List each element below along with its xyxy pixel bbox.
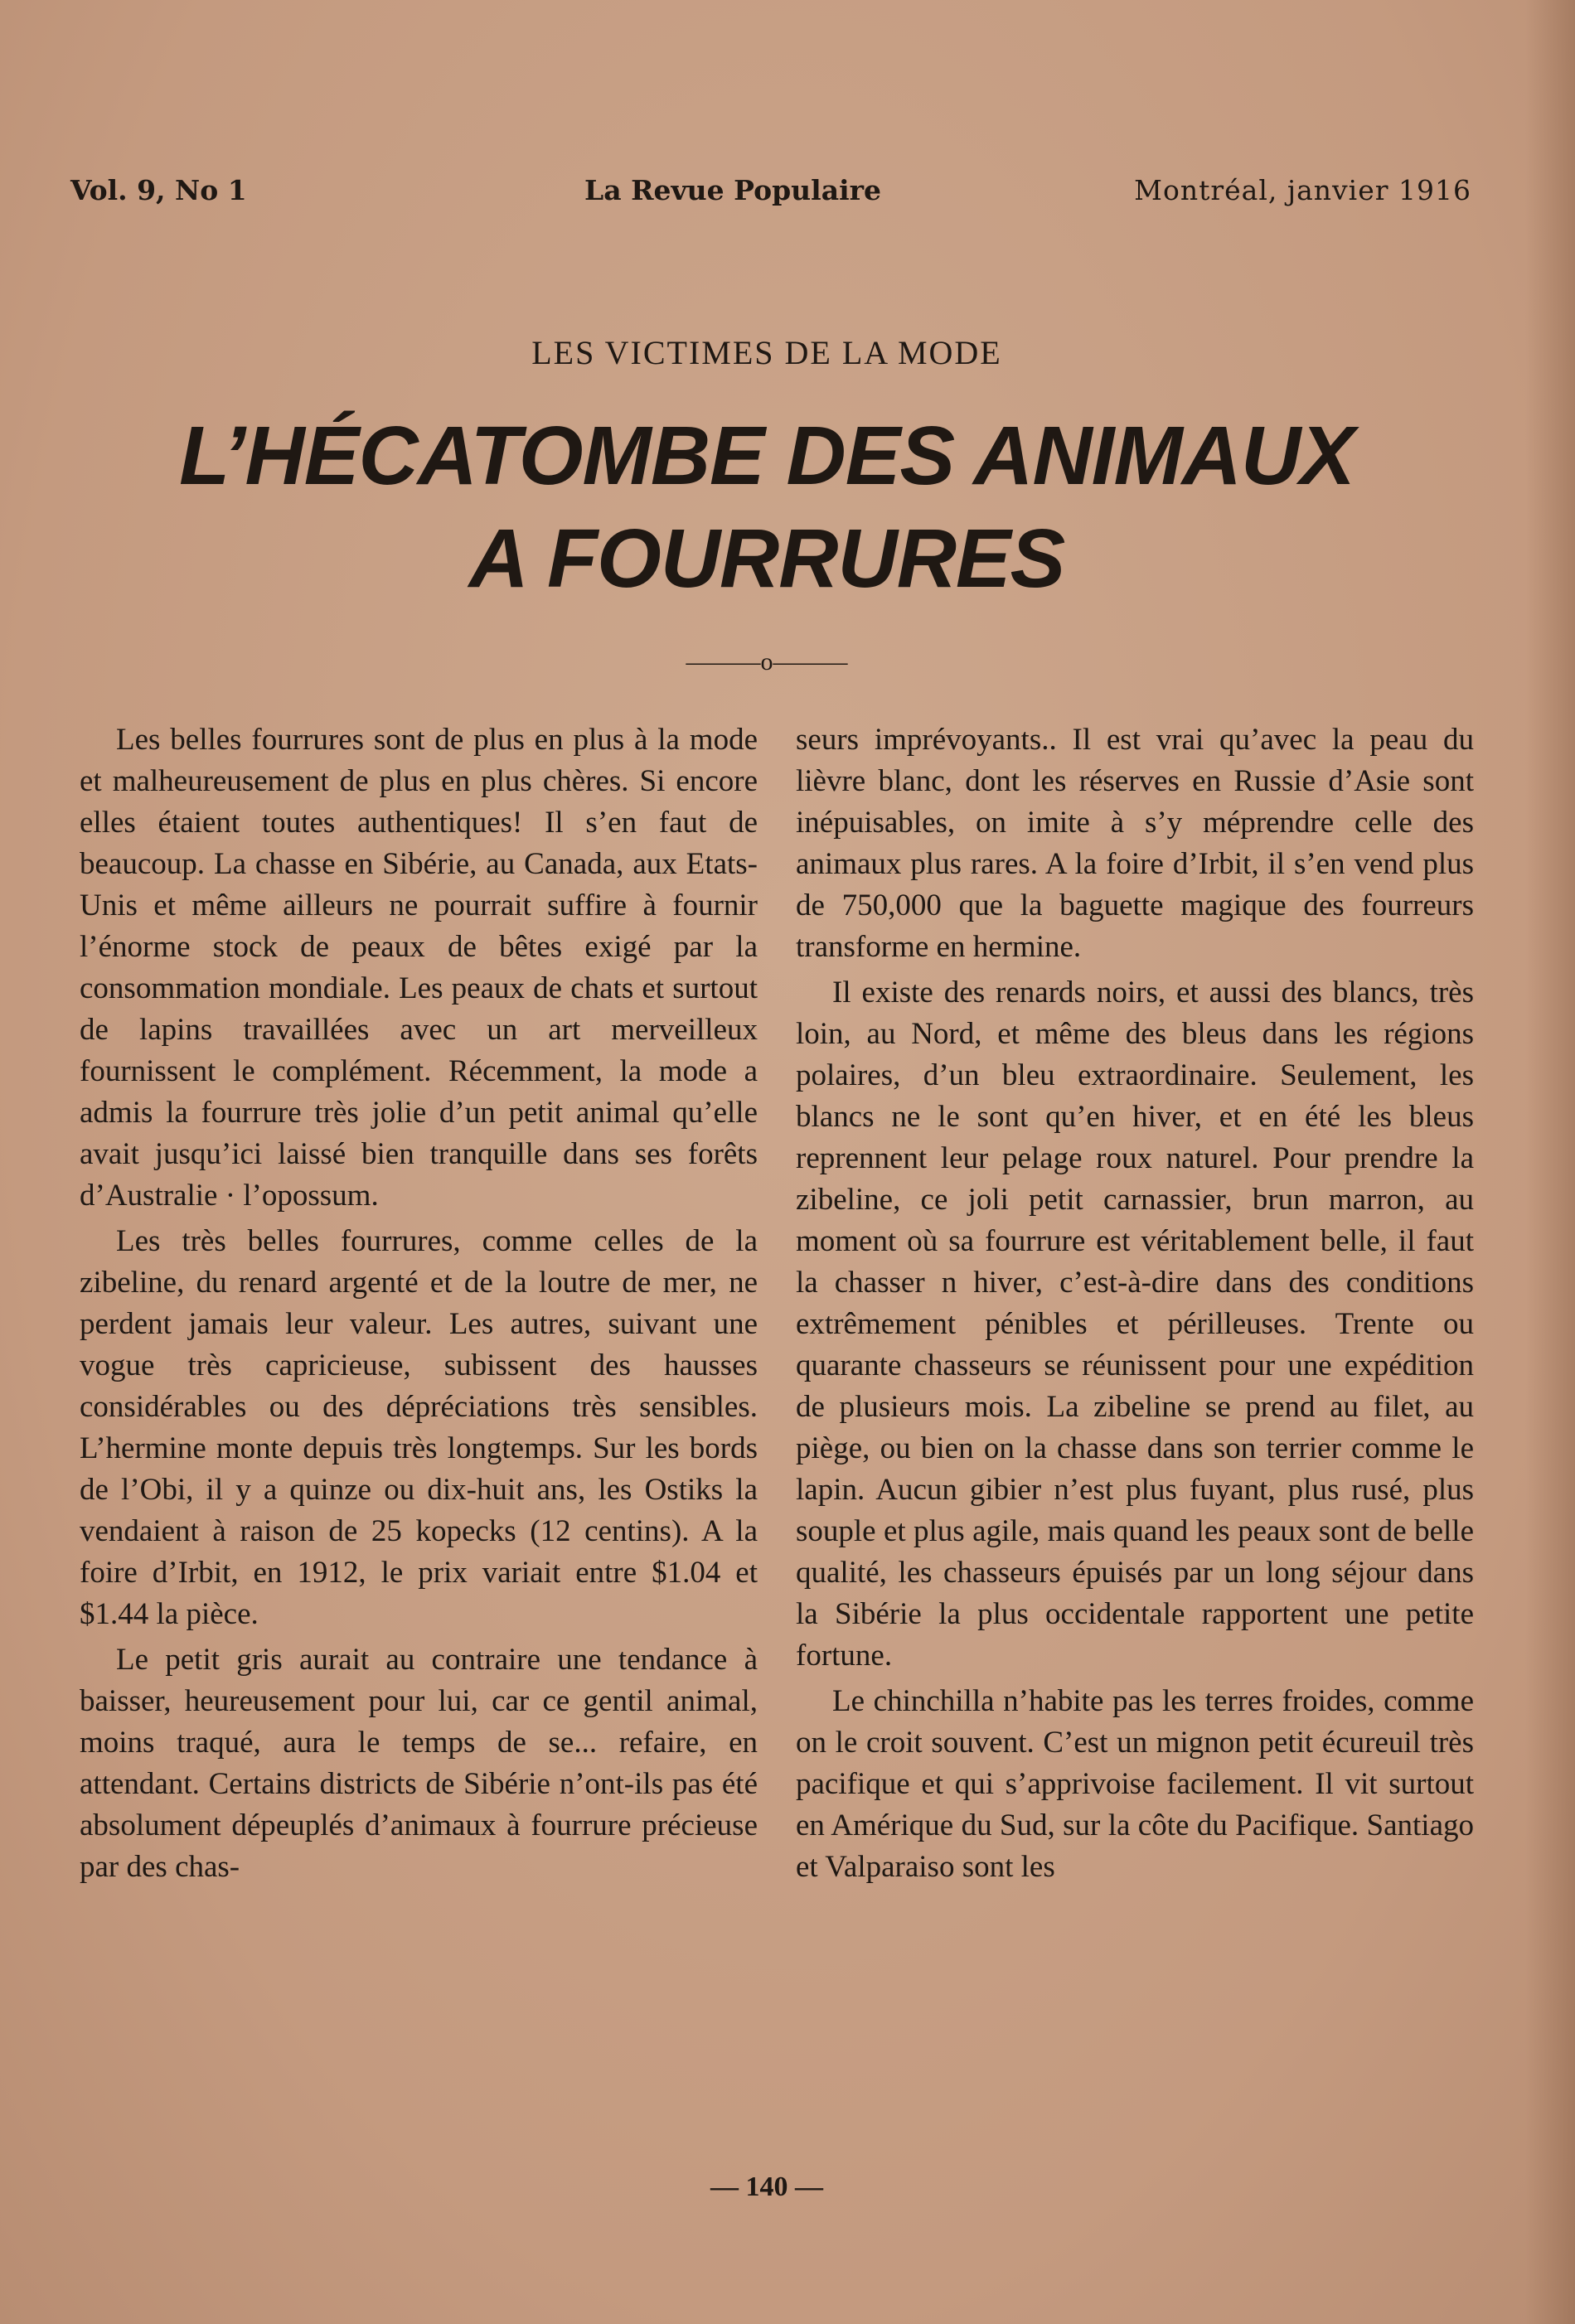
place-and-date: Montréal, janvier 1916 (1134, 174, 1471, 206)
paragraph: Les très belles fourrures, comme celles de la zibeline, du renard argenté et de la loutre de mer, ne perdent jamais leur valeur. Les autres, suivant une vogue très capricieuse, subissent des hausses considérables ou des dépréciations très sensibles. L’hermine monte depuis très longtemps. Sur les bords de l’Obi, il y a quinze ou dix-huit ans, les Ostiks la vendaient à raison de 25 kopecks (12 centins). A la foire d’Irbit, en 1912, le prix variait entre $1.04 et $1.44 la pièce. (80, 1224, 758, 1631)
title-divider: ———o——— (686, 648, 848, 675)
left-column (80, 719, 758, 2162)
paragraph: Le chinchilla n’habite pas les terres froides, comme on le croit souvent. C’est un mignon petit écureuil très pacifique et qui s’apprivoise facilement. Il vit surtout en Amérique du Sud, sur la côte du Pacifique. Santiago et Valparaiso sont les (796, 1684, 1474, 1884)
article-kicker: LES VICTIMES DE LA MODE (531, 334, 1002, 371)
publication-name: La Revue Populaire (584, 174, 881, 206)
paragraph: Il existe des renards noirs, et aussi des blancs, très loin, au Nord, et même des bleus dans les régions polaires, d’un bleu extraordinaire. Seulement, les blancs ne le sont qu’en hiver, et en été les bleus reprennent leur pelage roux naturel. Pour prendre la zibeline, ce joli petit carnassier, brun marron, au moment où sa fourrure est véritablement belle, il faut la chasser n hiver, c’est-à-dire dans des conditions extrêmement pénibles et périlleuses. Trente ou quarante chasseurs se réunissent pour une expédition de plusieurs mois. La zibeline se prend au filet, au piège, ou bien on la chasse dans son terrier comme le lapin. Aucun gibier n’est plus fuyant, plus rusé, plus souple et plus agile, mais quand les peaux sont de belle qualité, les chasseurs épuisés par un long séjour dans la Sibérie la plus occidentale rapportent une petite fortune. (796, 976, 1474, 1673)
title-line-1: L’HÉCATOMBE DES ANIMAUX (179, 409, 1354, 502)
page-number: — 140 — (710, 2171, 823, 2202)
title-line-2: A FOURRURES (468, 512, 1065, 605)
volume-number: Vol. 9, No 1 (70, 174, 247, 206)
paragraph: Les belles fourrures sont de plus en plus à la mode et malheureusement de plus en plus chères. Si encore elles étaient toutes authentiques! Il s’en faut de beaucoup. La chasse en Sibérie, au Canada, aux Etats-Unis et même ailleurs ne pourrait suffire à fournir l’énorme stock de peaux de bêtes exigé par la consommation mondiale. Les peaux de chats et surtout de lapins travaillées avec un art merveilleux fournissent le complément. Récemment, la mode a admis la fourrure très jolie d’un petit animal qu’elle avait jusqu’ici laissé bien tranquille dans ses forêts d’Australie · l’opossum. (80, 723, 758, 1213)
right-column (796, 719, 1474, 2162)
paragraph-continued: seurs imprévoyants.. Il est vrai qu’avec la peau du lièvre blanc, dont les réserves en Russie d’Asie sont inépuisables, on imite à s’y méprendre celle des animaux plus rares. A la foire d’Irbit, il s’en vend plus de 750,000 que la baguette magique des fourreurs transforme en hermine. (796, 723, 1474, 964)
paragraph: Le petit gris aurait au contraire une tendance à baisser, heureusement pour lui, car ce gentil animal, moins traqué, aura le temps de se... refaire, en attendant. Certains districts de Sibérie n’ont-ils pas été absolument dépeuplés d’animaux à fourrure précieuse par des chas- (80, 1643, 758, 1884)
article-title (0, 404, 1534, 610)
